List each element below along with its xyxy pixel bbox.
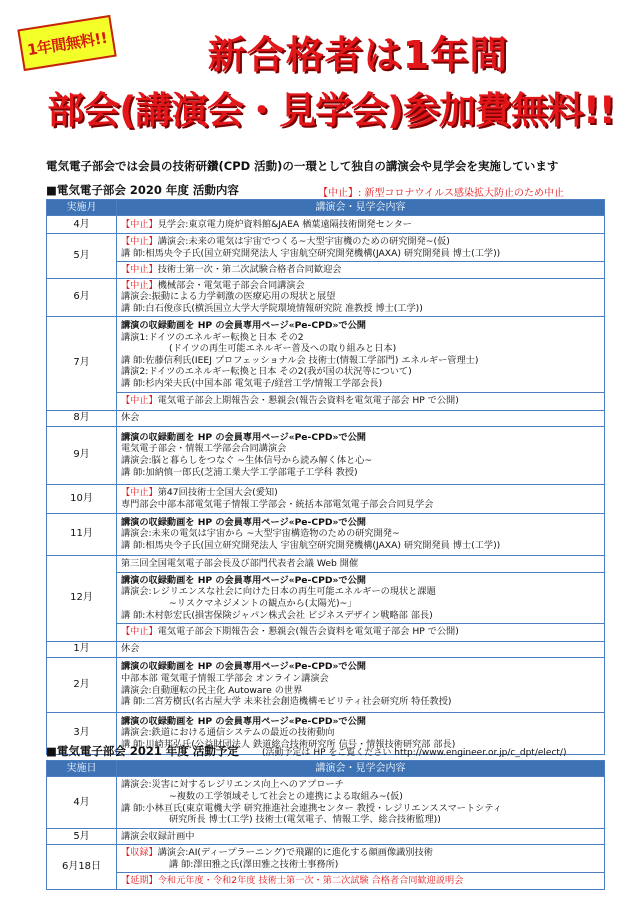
col-month: 実施月 (47, 200, 117, 216)
table-2020 (46, 199, 605, 755)
title-line1: 新合格者は1年間 (207, 33, 509, 77)
table-row: 8月 休会 (47, 410, 605, 426)
table-row: 11月 講演の収録動画を HP の会員専用ページ«Pe-CPD»で公開 講演会:未来の電気は宇宙から ~大型宇宙構造物のための研究開発~ 講 師:相馬央令子氏(国立研究開発法人 宇宙航空研究開発機構(JAXA) 研究開発員 博士(工学)) (47, 513, 605, 555)
table-row: 9月 講演の収録動画を HP の会員専用ページ«Pe-CPD»で公開 電気電子部会・情報工学部会合同講演会 講演会:脳と暮らしをつなぐ ~生体信号から読み解く体と心~ 講 師:加納慎一郎氏(芝浦工業大学工学部電子工学科 教授) (47, 426, 605, 484)
section-2021-title: ■電気電子部会 2021 年度 活動予定 (46, 744, 239, 758)
section-2021-note: (活動予定は HP をご覧ください http://www.engineer.or.jp/c_dpt/elect/) (262, 748, 567, 758)
table-row: 12月 第三回全国電気電子部会長及び部門代表者会議 Web 開催 講演の収録動画を HP の会員専用ページ«Pe-CPD»で公開 講演会:レジリエンスな社会に向けた日本の再生可能エネルギーの現状と課題 ~リスクマネジメントの観点から(太陽光)~」 講 師:木村彰宏氏(損害保険ジャパン株式会社 ビジネスデザイン戦略部 部長) 【中止】電気電子部会下期報告会・懇親会(報告会資料を電気電子部会 HP で公開) (47, 555, 605, 641)
intro-text: 電気電子部会では会員の技術研鑽(CPD 活動)の一環として独自の講演会や見学会を実施しています (46, 159, 559, 173)
header (0, 0, 640, 152)
table-row: 4月 【中止】見学会:東京電力廃炉資料館&JAEA 楢葉遠隔技術開発センター (47, 216, 605, 234)
table-row: 6月18日 【収録】講演会:AI(ディープラーニング)で飛躍的に進化する顔画像識別技術 講 師:澤田雅之氏(澤田雅之技術士事務所) 【延期】令和元年度・令和2年度 技術士第一次・第二次試験 合格者合同歓迎説明会 (47, 845, 605, 890)
table-row: 1月 休会 (47, 641, 605, 657)
table-row: 5月 【中止】講演会:未来の電気は宇宙でつくる~大型宇宙機のための研究開発~(仮) 講 師:相馬央令子氏(国立研究開発法人 宇宙航空研究開発機構(JAXA) 研究開発員 博士(工学)) 【中止】技術士第一次・第二次試験合格者合同歓迎会 (47, 234, 605, 279)
badge-text: 1年間無料!! (25, 28, 109, 59)
section-2020-note: 【中止】: 新型コロナウイルス感染拡大防止のため中止 (318, 188, 564, 199)
table-header (47, 200, 605, 216)
table-header (47, 761, 605, 777)
table-row: 6月 【中止】機械部会・電気電子部会合同講演会 講演会:振動による力学刺激の医療応用の現状と展望 講 師:白石俊彦氏(横浜国立大学大学院環境情報研究院 准教授 博士(工学)) (47, 278, 605, 316)
table-row: 5月 講演会収録計画中 (47, 829, 605, 845)
col-content: 講演会・見学会内容 (117, 761, 605, 777)
free-badge (17, 15, 116, 71)
section-2020-title: ■電気電子部会 2020 年度 活動内容 (46, 183, 239, 197)
table-row: 3月 講演の収録動画を HP の会員専用ページ«Pe-CPD»で公開 講演会:鉄道における通信システムの最近の技術動向 講 師:川崎邦弘氏(公益財団法人 鉄道総合技術研究所 信号・情報技術研究部 部長) (47, 712, 605, 754)
title-line2: 部会(講演会・見学会)参加費無料!! (47, 89, 615, 132)
table-row: 7月 講演の収録動画を HP の会員専用ページ«Pe-CPD»で公開 講演1:ドイツのエネルギー転換と日本 その2 (ドイツの再生可能エネルギー普及への取り組みと日本) 講 師:佐藤信利氏(IEEJ プロフェッショナル会 技術士(情報工学部門) エネルギー管理士) 講演2:ドイツのエネルギー転換と日本 その2(我が国の状況等について) 講 師:杉内栄夫氏(中国本部 電気電子/経営工学/情報工学部会長) 【中止】電気電子部会上期報告会・懇親会(報告会資料を電気電子部会 HP で公開) (47, 316, 605, 410)
table-row: 2月 講演の収録動画を HP の会員専用ページ«Pe-CPD»で公開 中部本部 電気電子情報工学部会 オンライン講演会 講演会:自動運転の民主化 Autoware の世界 講 師:二宮芳樹氏(名古屋大学 未来社会創造機構モビリティ社会研究所 特任教授) (47, 657, 605, 712)
table-row: 4月 講演会:災害に対するレジリエンス向上へのアプローチ ~複数の工学領域そして社会との連携による取組み~(仮) 講 師:小林亘氏(東京電機大学 研究推進社会連携センター 教授・レジリエンススマートシティ 研究所長 博士(工学) 技術士(電気電子、情報工学、総合技術監理)) (47, 777, 605, 829)
col-date: 実施日 (47, 761, 117, 777)
col-content: 講演会・見学会内容 (117, 200, 605, 216)
table-row: 10月 【中止】第47回技術士全国大会(愛知) 専門部会中部本部電気電子情報工学部会・統括本部電気電子部会合同見学会 (47, 484, 605, 513)
table-2021 (46, 760, 605, 890)
